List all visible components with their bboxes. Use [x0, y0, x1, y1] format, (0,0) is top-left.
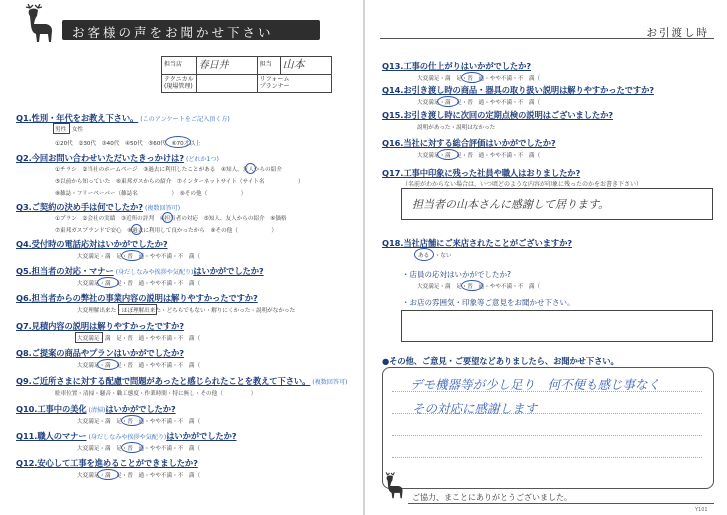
q18-sub1-mark: [461, 280, 483, 291]
q1-ages: ①20代 ②30代 ③40代 ④50代 ⑤60代 ⑥70才以上: [55, 141, 201, 147]
q8-mark: [97, 359, 119, 370]
q18-scale: 大変満足・満 足・普 通・やや不満・不 満（: [417, 284, 541, 290]
q11-title: Q11.職人のマナー (身だしなみや挨拶や気配り)はいかがでしたか?: [16, 431, 237, 441]
q3-line2: ⑦東邦ガスブランドで安心 ⑧過去に利用して良かったから ⑨その他（ ）: [55, 228, 278, 234]
free-answer-line1: デモ機器等が少し足り 何不便も感じ事なく: [410, 377, 661, 392]
q3-title: Q3.ご契約の決め手は何でしたか? (複数回答可): [16, 202, 181, 212]
q1-title: Q1.性別・年代をお教え下さい。 (このアンケートをご記入頂く方): [16, 113, 230, 123]
planner-label: リフォーム プランナー: [257, 75, 331, 93]
q2-line1: ①チラシ ②当社のホームページ ③過去に利用したことがある ④知人、友人からの紹介: [55, 167, 282, 173]
q2-mark: [245, 163, 256, 174]
q1-age-mark: [165, 136, 191, 148]
q10-scale: 大変満足・満 足・普 通・やや不満・不 満（: [77, 419, 201, 425]
q13-mark: [461, 72, 483, 83]
q11-mark: [121, 442, 143, 453]
q11-scale: 大変満足・満 足・普 通・やや不満・不 満（: [77, 446, 201, 452]
q16-scale: 大変満足・満 足・普 通・やや不満・不 満（: [417, 153, 541, 159]
q6-title: Q6.担当者からの弊社の事業内容の説明は解りやすかったですか?: [16, 293, 258, 303]
staff-value: 山本: [280, 57, 331, 75]
footer-code: Y101: [695, 507, 708, 513]
q4-mark: [121, 250, 143, 261]
q1-male: 男性: [55, 127, 67, 133]
q15-scale: 説明があった・説明はなかった: [417, 125, 496, 131]
q7-scale: 大変満足・満 足・普 通・やや不満・不 満（: [77, 336, 201, 342]
q5-scale: 大変満足・満 足・普 通・やや不満・不 満（: [77, 281, 201, 287]
q18-no: ・ない: [434, 253, 452, 259]
deer-logo-icon: [16, 4, 60, 44]
q3-mark-a: [162, 212, 173, 223]
q16-mark: [437, 149, 459, 160]
footer-rule: [408, 503, 714, 504]
q15-title: Q15.お引き渡し時に次回の定期点検の説明はございましたか?: [382, 110, 613, 120]
q10-title: Q10.工事中の美化 (清掃)はいかがでしたか?: [16, 404, 176, 414]
q1-female: 女性: [71, 127, 84, 133]
q14-title: Q14.お引き渡し時の商品・器具の取り扱い説明は解りやすかったですか?: [382, 85, 654, 95]
q18-answer-box: [401, 310, 713, 342]
q3-line1: ①プラン ②会社の実績 ③近所の評判 ④担当者の対応 ⑤知人、友人からの紹介 ⑥価格: [55, 216, 287, 222]
q3-mark-b: [131, 224, 142, 235]
q17-answer: 担当者の山本さんに感謝して居ります。: [412, 198, 610, 211]
q7-mark: [75, 332, 103, 343]
q17-note: （名前がわからない場合は、いつ頃どのような内容が印象に残ったのかをお書き下さい）: [402, 181, 643, 188]
q13-title: Q13.工事の仕上がりはいかがでしたか?: [382, 61, 532, 71]
q18-sub1: ・店員の応対はいかがでしたか?: [402, 270, 511, 279]
q14-scale: 大変満足・満 足・普 通・やや不満・不 満（: [417, 100, 541, 106]
q9-title: Q9.ご近所さまに対する配慮で問題があったと感じられたことを教えて下さい。 (複数回答可): [16, 376, 348, 386]
q10-mark: [121, 415, 143, 426]
q18-mark: [414, 248, 434, 261]
stage-label: お引渡し時: [646, 27, 709, 39]
page-fold: [363, 0, 365, 515]
q4-title: Q4.受付時の電話応対はいかがでしたか?: [16, 239, 168, 249]
free-line-4: [392, 457, 702, 458]
technical-value: [196, 75, 257, 93]
staff-info-table: [161, 56, 332, 93]
footer-thanks: ご協力、まことにありがとうございました。: [412, 493, 572, 502]
q5-title: Q5.担当者の対応・マナー (身だしなみや挨拶や気配り)はいかがでしたか?: [16, 266, 264, 276]
page-title: お客様の声をお聞かせ下さい: [72, 25, 274, 40]
q8-scale: 大変満足・満 足・普 通・やや不満・不 満（: [77, 363, 201, 369]
q17-title: Q17.工事中印象に残った社員や職人はおりましたか?: [382, 168, 581, 178]
technical-label: テクニカル (現場管理): [162, 75, 197, 93]
q6-scale: 大変理解出来た・ほぼ理解出来た・どちらでもない・解りにくかった・説明がなかった: [77, 308, 296, 314]
q18-yes: ある: [418, 253, 430, 259]
q6-mark: [118, 304, 157, 315]
q18-sub2: ・お店の雰囲気・印象等ご意見をお聞かせ下さい。: [402, 298, 575, 307]
q16-title: Q16.当社に対する総合評価はいかがでしたか?: [382, 138, 556, 148]
q18-title: Q18.当社店舗にご来店されたことがございますか?: [382, 238, 573, 248]
q12-scale: 大変満足・満 足・普 通・やや不満・不 満（: [77, 473, 201, 479]
q5-mark: [97, 277, 119, 288]
q4-scale: 大変満足・満 足・普 通・やや不満・不 満（: [77, 254, 201, 260]
store-value: 春日井: [196, 57, 257, 75]
q12-mark: [97, 469, 119, 480]
header-banner: [62, 20, 320, 40]
deer-footer-icon: [378, 470, 408, 502]
q2-line2: ⑤以前から知っていた ⑥東邦ガスからの紹介 ⑦インターネットサイト（サイト名 ）: [55, 179, 304, 185]
free-line-3: [392, 435, 702, 436]
store-label: 担当店: [162, 57, 197, 75]
q7-title: Q7.見積内容の説明は解りやすかったですか?: [16, 321, 184, 331]
q8-title: Q8.ご提案の商品やプランはいかがでしたか?: [16, 348, 184, 358]
staff-label: 担当: [257, 57, 280, 75]
q1-male-mark: [53, 123, 70, 134]
q9-scale: 駐車位置・清掃・騒音・職工態度・作業時間・特に無し・その他（ ）: [55, 391, 257, 397]
q14-mark: [437, 96, 459, 107]
q13-scale: 大変満足・満 足・普 通・やや不満・不 満（: [417, 76, 541, 82]
q2-title: Q2.今回お問い合わせいただいたきっかけは? (どれか1つ): [16, 153, 219, 163]
q12-title: Q12.安心して工事を進めることができましたか?: [16, 458, 198, 468]
free-answer-line2: その対応に感謝します: [412, 401, 538, 416]
free-title: ●その他、ご意見・ご要望などありましたら、お聞かせ下さい。: [382, 356, 619, 366]
q2-line3: ⑧雑誌・フリーペーパー（雑誌名 ） ⑨その他（ ）: [55, 191, 247, 197]
